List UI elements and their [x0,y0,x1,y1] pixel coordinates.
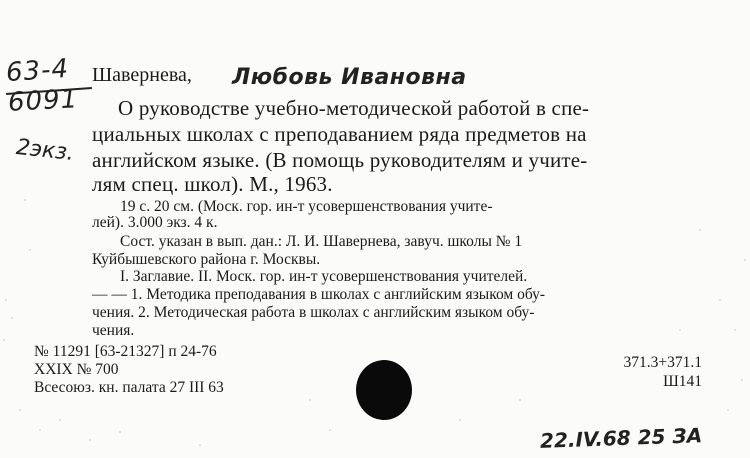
footer-line-2: XXIX № 700 [34,361,119,378]
author-given-names: Любовь Ивановна [232,65,467,90]
description-line-8: чения. [92,322,135,339]
title-line-2: циальных школах с преподаванием ряда предметов на [92,122,587,146]
author-line [92,64,192,87]
shelfmark-top: 63-4 [5,53,70,89]
title-line-4: лям спец. школ). М., 1963. [92,172,333,196]
ink-stamp-mark [356,360,412,420]
acquisition-note: 22.IV.68 25 ЗА [539,423,703,453]
description-line-2: лей). 3.000 экз. 4 к. [92,214,218,231]
footer-line-3: Всесоюз. кн. палата 27 III 63 [34,379,224,396]
cutter-number: Ш141 [663,373,702,390]
description-line-5: I. Заглавие. II. Моск. гор. ин-т усовершенствования учителей. [120,268,528,285]
author-surname: Шавернева, [92,64,192,86]
title-line-1: О руководстве учебно-методической работой в спе- [118,96,590,120]
description-line-4: Куйбышевского района г. Москвы. [92,251,321,268]
description-line-7: чения. 2. Методическая работа в школах с английским языком обу- [92,304,535,321]
shelfmark-bottom: 6091 [7,84,79,118]
title-line-3: английском языке. (В помощь руководителям и учите- [92,148,588,172]
footer-line-1: № 11291 [63-21327] п 24-76 [34,343,217,360]
description-line-6: — — 1. Методика преподавания в школах с английским языком обу- [92,286,546,303]
classification-code: 371.3+371.1 [623,354,702,371]
copies-note: 2экз. [14,135,76,166]
description-line-1: 19 с. 20 см. (Моск. гор. ин-т усовершенствования учите- [120,198,493,215]
description-line-3: Сост. указан в вып. дан.: Л. И. Шавернева, завуч. школы № 1 [120,233,523,250]
